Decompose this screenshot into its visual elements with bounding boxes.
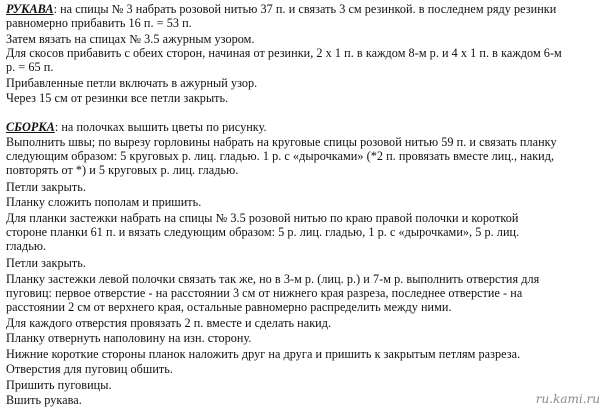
sleeves-line-7: Через 15 см от резинки все петли закрыть. <box>6 91 229 105</box>
assembly-heading: СБОРКА <box>6 120 55 134</box>
site-watermark: ru.kami.ru <box>535 392 600 406</box>
assembly-line: расстоянии 2 см от верхнего края, остальные равномерно распределить между ними. <box>6 300 452 314</box>
sleeves-line-2: равномерно прибавить 16 п. = 53 п. <box>6 16 192 30</box>
assembly-line-1-text: : на полочках вышить цветы по рисунку. <box>54 120 267 134</box>
assembly-line: Вшить рукава. <box>6 393 82 407</box>
assembly-line: Выполнить швы; по вырезу горловины набрать на круговые спицы розовой нитью 59 п. и связать планку <box>6 135 557 149</box>
sleeves-line-1 <box>6 2 556 16</box>
sleeves-line-4: Для скосов прибавить с обеих сторон, начиная от резинки, 2 х 1 п. в каждом 8-м р. и 4 х 1 п. в каждом 6-м <box>6 46 562 60</box>
assembly-line: гладью. <box>6 239 47 253</box>
assembly-line: повторять от *) и 5 круговых р. лиц. гладью. <box>6 163 239 177</box>
assembly-line: Для каждого отверстия провязать 2 п. вместе и сделать накид. <box>6 316 332 330</box>
sleeves-line-5: р. = 65 п. <box>6 60 54 74</box>
assembly-line: Планку застежки левой полочки связать так же, но в 3-м р. (лиц. р.) и 7-м р. выполнить отверстия для <box>6 272 540 286</box>
assembly-line: Нижние короткие стороны планок наложить друг на друга и пришить к закрытым петлям разреза. <box>6 347 521 361</box>
assembly-line: стороне планки 61 п. и вязать следующим образом: 5 р. лиц. гладью, 1 р. с «дырочками», 5 р. лиц. <box>6 225 520 239</box>
assembly-line-1 <box>6 120 267 134</box>
sleeves-line-1-text: : на спицы № 3 набрать розовой нитью 37 п. и связать 3 см резинкой. в последнем ряду резинки <box>53 2 557 16</box>
assembly-line: Для планки застежки набрать на спицы № 3.5 розовой нитью по краю правой полочки и короткой <box>6 211 519 225</box>
assembly-line: Пришить пуговицы. <box>6 378 112 392</box>
assembly-line: Отверстия для пуговиц обшить. <box>6 362 173 376</box>
assembly-line: Планку отвернуть наполовину на изн. сторону. <box>6 331 252 345</box>
sleeves-line-3: Затем вязать на спицах № 3.5 ажурным узором. <box>6 32 255 46</box>
assembly-line: Петли закрыть. <box>6 256 86 270</box>
assembly-line: Петли закрыть. <box>6 180 86 194</box>
assembly-line: Планку сложить пополам и пришить. <box>6 195 202 209</box>
assembly-line: следующим образом: 5 круговых р. лиц. гладью. 1 р. с «дырочками» (*2 п. провязать вместе лиц., накид, <box>6 149 555 163</box>
sleeves-heading: РУКАВА <box>6 2 54 16</box>
assembly-line: пуговиц: первое отверстие - на расстоянии 3 см от нижнего края разреза, последнее отверстие - на <box>6 286 523 300</box>
sleeves-line-6: Прибавленные петли включать в ажурный узор. <box>6 76 258 90</box>
